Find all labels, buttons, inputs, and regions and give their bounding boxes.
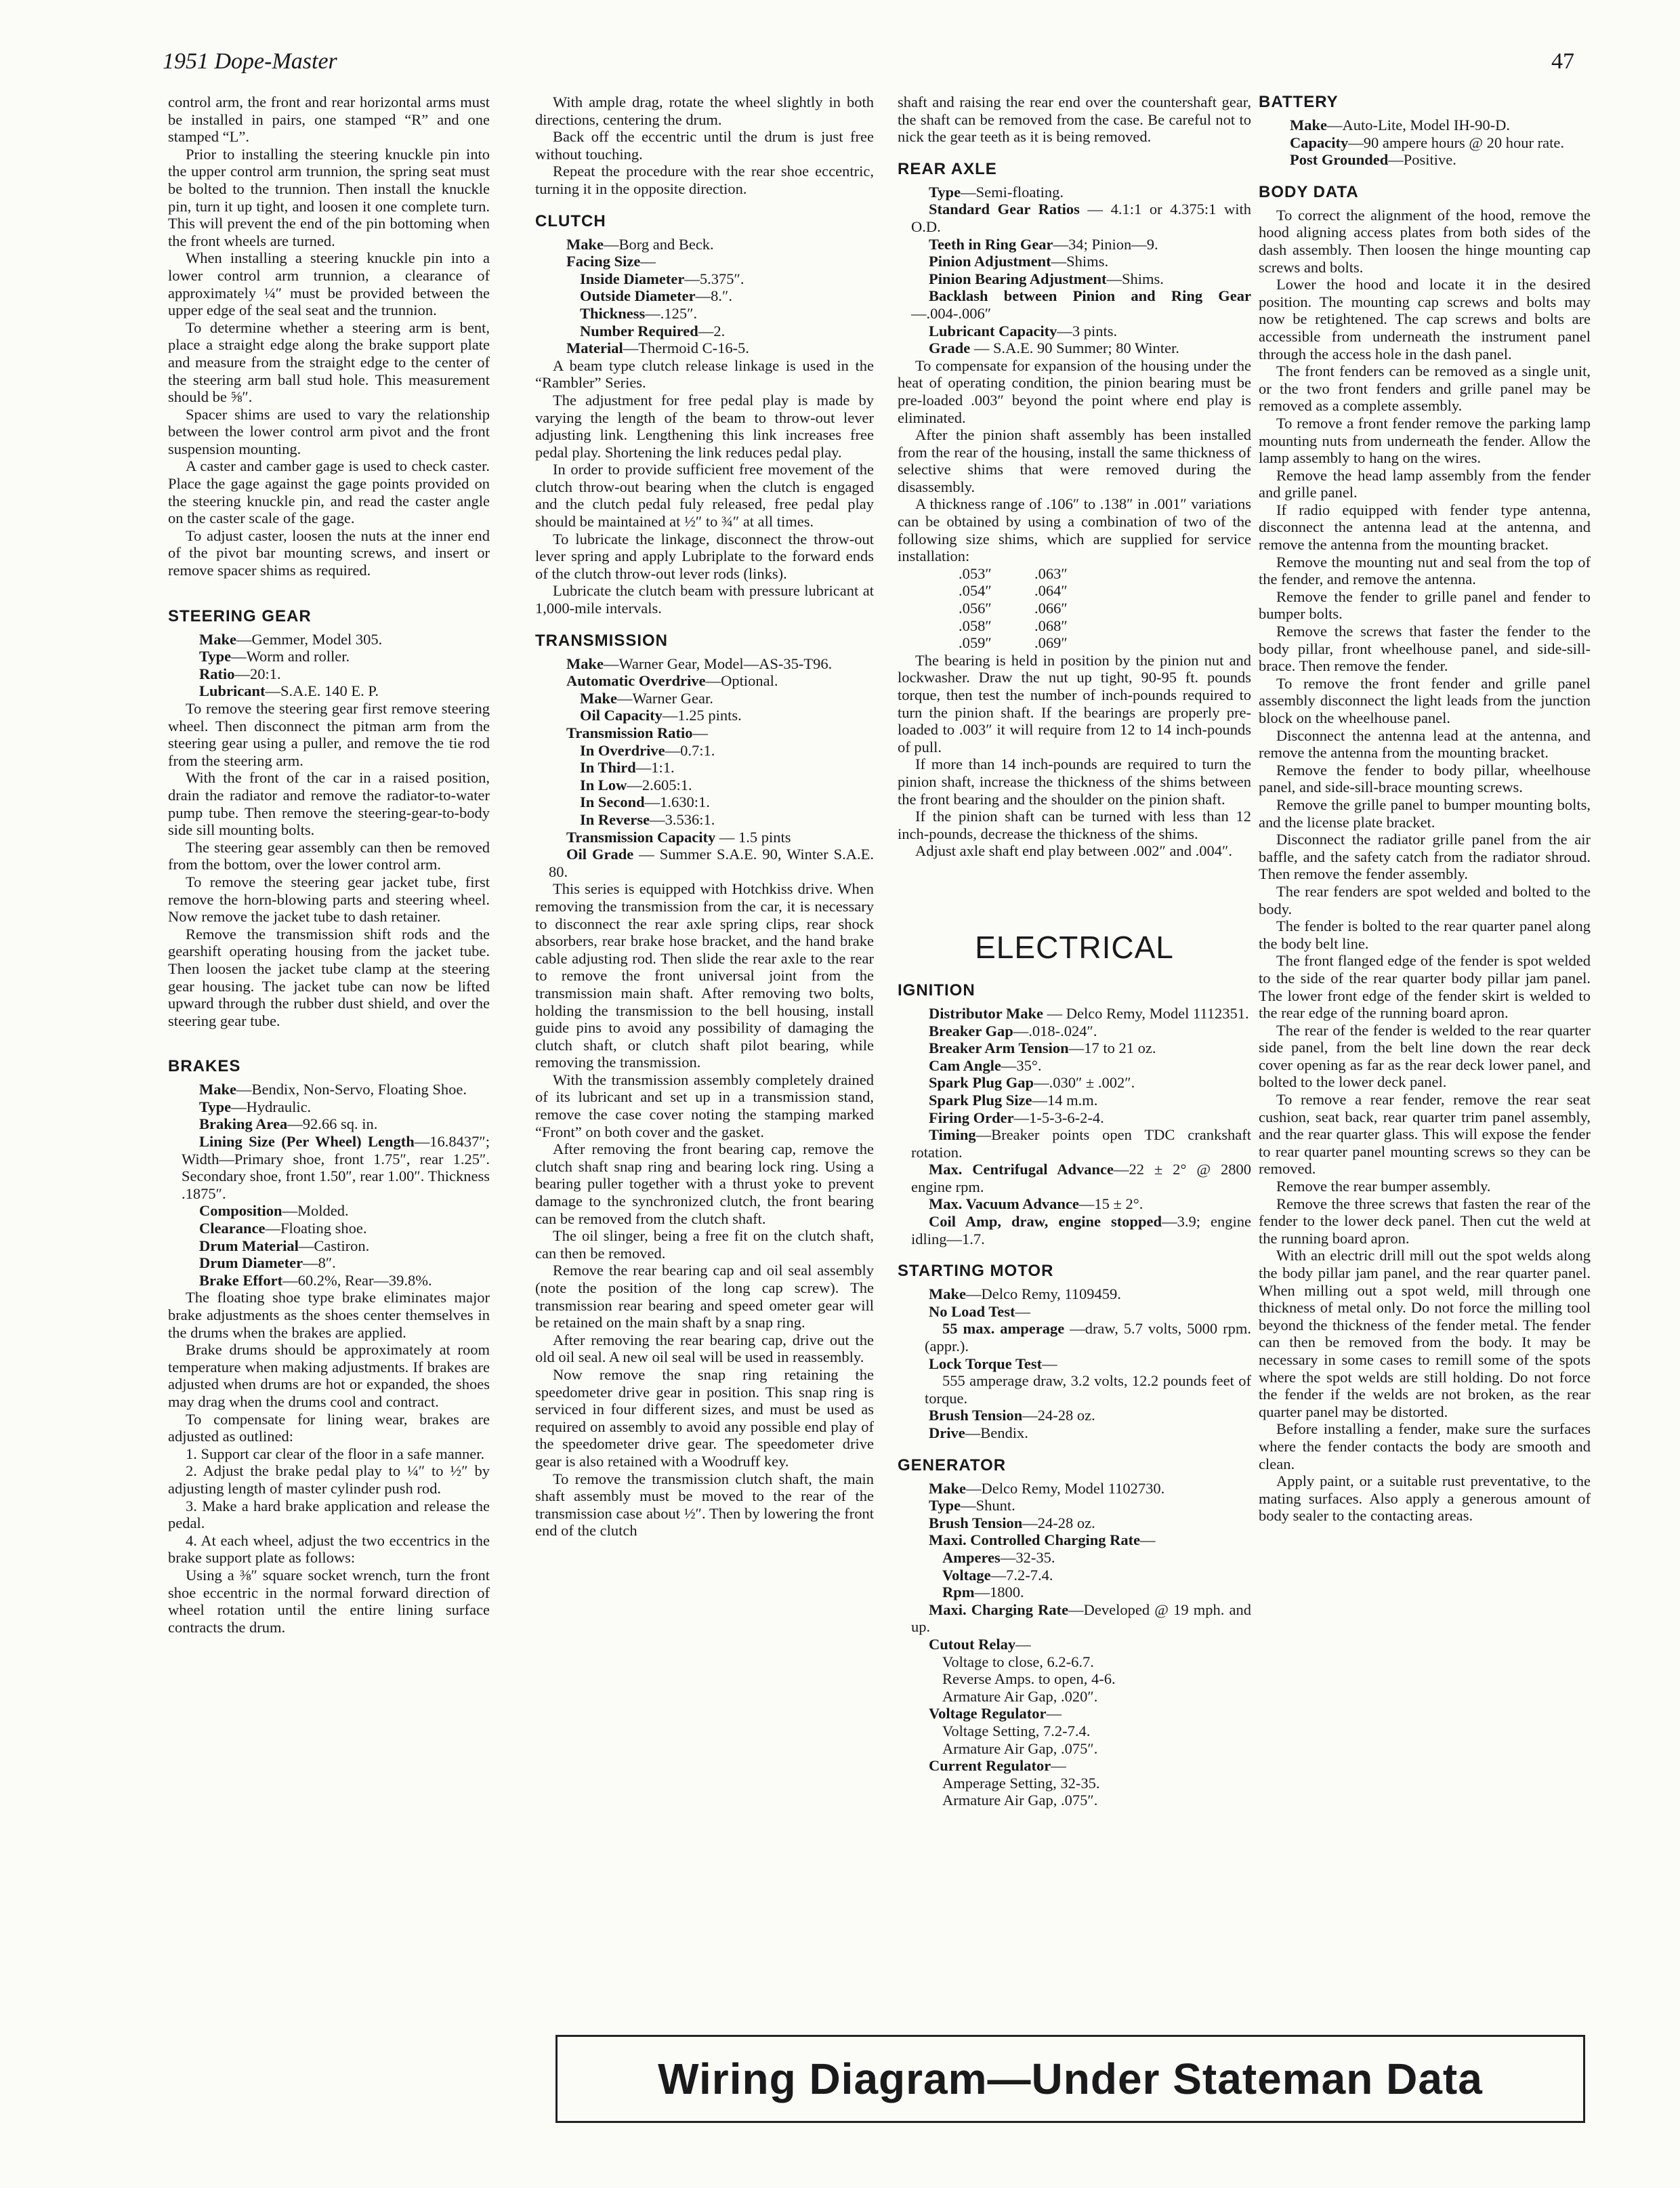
paragraph: Lower the hood and locate it in the desired position. The mounting cap screws and bolts may now be retightened. The cap screws and bolts are accessible from underneath the instrument panel through the access hole in the dash panel. [1259, 276, 1591, 363]
spec-line: Brush Tension—24-28 oz. [929, 1514, 1095, 1531]
spec-line: Make—Warner Gear. [580, 689, 713, 707]
paragraph: Remove the fender to grille panel and fender to bumper bolts. [1259, 587, 1591, 623]
spec-line: Facing Size— [566, 253, 656, 270]
spec-line: Cutout Relay— [929, 1635, 1031, 1653]
paragraph: Remove the mounting nut and seal from the top of the fender, and remove the antenna. [1259, 553, 1591, 588]
spec-line: Make—Bendix, Non-Servo, Floating Shoe. [199, 1081, 467, 1098]
spec-line: Automatic Overdrive—Optional. [566, 672, 778, 690]
spec-line: Make—Delco Remy, Model 1102730. [929, 1479, 1165, 1497]
spec-line: Coil Amp, draw, engine stopped—3.9; engine idling—1.7. [911, 1213, 1251, 1247]
spec-line: In Low—2.605:1. [580, 776, 692, 793]
spec-line: Max. Centrifugal Advance—22 ± 2° @ 2800 engine rpm. [911, 1161, 1251, 1195]
spec-line: Post Grounded—Positive. [1290, 151, 1456, 169]
paragraph: To compensate for expansion of the housing under the heat of operating condition, the pinion bearing must be pre-loaded .003″ beyond the point where end play is eliminated. [898, 356, 1251, 426]
paragraph: To adjust caster, loosen the nuts at the inner end of the pivot bar mounting screws, and insert or remove spacer shims as required. [168, 527, 490, 579]
paragraph: Remove the rear bumper assembly. [1276, 1178, 1491, 1195]
paragraph: This series is equipped with Hotchkiss drive. When removing the transmission from the car, it is necessary to disconnect the rear axle spring clips, rear shock absorbers, rear brake hose bracket, and the hand brake cable adjusting rod. Then slide the rear axle to the rear to remove the front universal joint from the transmission main shaft. After removing two bolts, holding the transmission to the bell housing, install guide pins to avoid any possibility of damaging the clutch shaft, or clutch shaft pilot bearing, while removing the transmission. [535, 880, 874, 1071]
spec-line: Voltage Regulator— [929, 1705, 1062, 1722]
shim-size: .053″ [959, 564, 992, 582]
spec-line: Outside Diameter—8.″. [580, 287, 732, 305]
spec-line: Lining Size (Per Wheel) Length—16.8437″; Width—Primary shoe, front 1.75″, rear 1.25″. Secondary shoe, front 1.50″, rear 1.00″. Thickness .1875″. [182, 1133, 490, 1202]
paragraph: The bearing is held in position by the pinion nut and lockwasher. Draw the nut up tight, 90-95 ft. pounds torque, then test the number of inch-pounds required to turn the pinion shaft. If the bearings are properly pre-loaded to .003″ it will require from 12 to 14 inch-pounds of pull. [898, 651, 1251, 756]
spec-line: Drum Material—Castiron. [199, 1237, 370, 1254]
column-4 [1259, 94, 1591, 1525]
paragraph: The rear fenders are spot welded and bolted to the body. [1259, 882, 1591, 917]
paragraph: Spacer shims are used to vary the relationship between the lower control arm pivot and the front suspension mounting. [168, 405, 490, 457]
spec-line: Armature Air Gap, .075″. [942, 1792, 1098, 1809]
spec-line: Drive—Bendix. [929, 1424, 1028, 1441]
spec-line: Make—Gemmer, Model 305. [199, 630, 383, 648]
section-heading-clutch: CLUTCH [535, 211, 606, 230]
spec-line: Amperage Setting, 32-35. [942, 1774, 1100, 1792]
spec-line: Thickness—.125″. [580, 304, 698, 322]
spec-line: Transmission Capacity — 1.5 pints [566, 828, 791, 846]
column-1 [168, 94, 490, 1636]
shim-size: .066″ [1034, 600, 1068, 617]
spec-line: Breaker Gap—.018-.024″. [929, 1022, 1097, 1039]
paragraph: 1. Support car clear of the floor in a safe manner. [186, 1445, 485, 1462]
paragraph: Now remove the snap ring retaining the speedometer drive gear in position. This snap ring is serviced in four different sizes, and must be used as required on assembly to avoid any possible end play of the speedometer drive gear. The speedometer drive gear is also retained with a Woodruff key. [535, 1365, 874, 1470]
paragraph: Before installing a fender, make sure the surfaces where the fender contacts the body are smooth and clean. [1259, 1420, 1591, 1472]
paragraph: To remove the steering gear first remove steering wheel. Then disconnect the pitman arm from the steering gear using a puller, and remove the tie rod from the steering arm. [168, 700, 490, 769]
paragraph: To remove a front fender remove the parking lamp mounting nuts from underneath the fender. Allow the lamp assembly to hang on the wires. [1259, 414, 1591, 467]
paragraph: 3. Make a hard brake application and release the pedal. [168, 1497, 490, 1532]
paragraph: The front flanged edge of the fender is spot welded to the side of the rear quarter body pillar jam panel. The lower front edge of the fender skirt is welded to the rear edge of the running board apron. [1259, 952, 1591, 1022]
paragraph: If more than 14 inch-pounds are required to turn the pinion shaft, increase the thickness of the shims between the front bearing and the shoulder on the pinion shaft. [898, 756, 1251, 808]
spec-line: 55 max. amperage —draw, 5.7 volts, 5000 rpm. (appr.). [925, 1320, 1251, 1355]
spec-line: Cam Angle—35°. [929, 1056, 1042, 1074]
spec-line: In Third—1:1. [580, 759, 675, 777]
paragraph: The oil slinger, being a free fit on the clutch shaft, can then be removed. [535, 1227, 874, 1262]
spec-line: Lock Torque Test— [929, 1355, 1057, 1372]
spec-line: No Load Test— [929, 1302, 1031, 1320]
paragraph: Lubricate the clutch beam with pressure lubricant at 1,000-mile intervals. [535, 582, 874, 617]
paragraph: To lubricate the linkage, disconnect the throw-out lever spring and apply Lubriplate to the forward ends of the clutch throw-out lever rods (links). [535, 530, 874, 582]
paragraph: The floating shoe type brake eliminates major brake adjustments as the shoes center themselves in the drums when the brakes are applied. [168, 1289, 490, 1341]
spec-line: Grade — S.A.E. 90 Summer; 80 Winter. [929, 339, 1179, 357]
section-heading-starting-motor: STARTING MOTOR [898, 1262, 1054, 1281]
spec-line: Make—Auto-Lite, Model IH-90-D. [1290, 117, 1510, 133]
paragraph: If the pinion shaft can be turned with less than 12 inch-pounds, decrease the thickness of the shims. [898, 808, 1251, 842]
section-heading-generator: GENERATOR [898, 1456, 1007, 1474]
column-2 [535, 94, 874, 1540]
spec-line: Distributor Make — Delco Remy, Model 1112351. [929, 1004, 1249, 1022]
paragraph: To remove a rear fender, remove the rear seat cushion, seat back, rear quarter trim panel assembly, and the rear quarter glass. This will expose the fender to rear quarter panel mounting screws so they can be removed. [1259, 1091, 1591, 1178]
spec-line: Oil Grade — Summer S.A.E. 90, Winter S.A.E. 80. [549, 846, 874, 880]
shim-size: .063″ [1034, 564, 1068, 582]
spec-line: Make—Delco Remy, 1109459. [929, 1285, 1121, 1303]
column-3 [898, 94, 1251, 1809]
spec-line: Brush Tension—24-28 oz. [929, 1407, 1095, 1424]
spec-line: Type—Shunt. [929, 1497, 1015, 1514]
paragraph: After the pinion shaft assembly has been installed from the rear of the housing, install the same thickness of selective shims that were removed during the disassembly. [898, 426, 1251, 495]
shim-size: .059″ [959, 634, 992, 652]
paragraph: Adjust axle shaft end play between .002″ and .004″. [915, 842, 1233, 860]
spec-line: Composition—Molded. [199, 1202, 349, 1220]
spec-line: Maxi. Charging Rate—Developed @ 19 mph. and up. [911, 1601, 1251, 1636]
section-heading-brakes: BRAKES [168, 1057, 241, 1076]
wiring-diagram-banner [555, 2035, 1585, 2123]
spec-line: Spark Plug Size—14 m.m. [929, 1091, 1098, 1109]
banner-text: Wiring Diagram—Under Stateman Data [658, 2055, 1483, 2103]
paragraph: Using a ⅜″ square socket wrench, turn the front shoe eccentric in the normal forward direction of wheel rotation until the entire lining surface contracts the drum. [168, 1566, 490, 1636]
paragraph: With the transmission assembly completely drained of its lubricant and set up in a transmission stand, remove the case cover noting the stamping marked “Front” on both cover and the gasket. [535, 1071, 874, 1140]
paragraph: 4. At each wheel, adjust the two eccentrics in the brake support plate as follows: [168, 1531, 490, 1567]
spec-line: Type—Worm and roller. [199, 648, 350, 665]
paragraph: After removing the rear bearing cap, drive out the old oil seal. A new oil seal will be used in reassembly. [535, 1331, 874, 1366]
spec-line: Inside Diameter—5.375″. [580, 270, 744, 287]
paragraph: After removing the front bearing cap, remove the clutch shaft snap ring and bearing lock ring. Using a bearing puller together with a thrust yoke to prevent damage to the synchronized clutch, the front bearing can be removed from the clutch shaft. [535, 1140, 874, 1227]
paragraph: To remove the transmission clutch shaft, the main shaft assembly must be moved to the rear of the transmission case about ½″. Then by lowering the front end of the clutch [535, 1470, 874, 1540]
paragraph: When installing a steering knuckle pin into a lower control arm trunnion, a clearance of approximately ¼″ must be provided between the upper edge of the seal seat and the trunnion. [168, 249, 490, 319]
spec-line: Standard Gear Ratios — 4.1:1 or 4.375:1 with O.D. [911, 201, 1251, 235]
spec-line: Oil Capacity—1.25 pints. [580, 707, 742, 724]
section-heading-body-data: BODY DATA [1259, 182, 1359, 201]
section-heading-ignition: IGNITION [898, 981, 975, 999]
spec-line: Material—Thermoid C-16-5. [566, 339, 749, 357]
paragraph: Brake drums should be approximately at room temperature when making adjustments. If brakes are adjusted when drums are hot or expanded, the shoes may drag when the drums cool and contract. [168, 1341, 490, 1410]
paragraph: Prior to installing the steering knuckle pin into the upper control arm trunnion, the spring seat must be bolted to the trunnion. Then install the knuckle pin, turn it up tight, and loosen it one complete turn. This will prevent the end of the pin bottoming when the front wheels are turned. [168, 145, 490, 249]
spec-line: Capacity—90 ampere hours @ 20 hour rate. [1290, 133, 1565, 151]
paragraph: The steering gear assembly can then be removed from the bottom, over the lower control arm. [168, 838, 490, 873]
spec-line: Brake Effort—60.2%, Rear—39.8%. [199, 1271, 432, 1289]
paragraph: Remove the transmission shift rods and the gearshift operating housing from the jacket tube. Then loosen the jacket tube clamp at the steering gear housing. The jacket tube can now be lifted upward through the rubber dust shield, and over the steering gear tube. [168, 925, 490, 1029]
paragraph: A caster and camber gage is used to check caster. Place the gage against the gage points provided on the steering knuckle pin, and read the caster angle on the caster scale of the gage. [168, 457, 490, 527]
spec-line: Braking Area—92.66 sq. in. [199, 1115, 378, 1133]
spec-line: Voltage—7.2-7.4. [942, 1566, 1053, 1584]
spec-line: Drum Diameter—8″. [199, 1254, 336, 1272]
paragraph: Remove the grille panel to bumper mounting bolts, and the license plate bracket. [1259, 796, 1591, 831]
spec-line: Timing—Breaker points open TDC crankshaft rotation. [911, 1126, 1251, 1161]
paragraph: control arm, the front and rear horizontal arms must be installed in pairs, one stamped “R” and one stamped “L”. [168, 94, 490, 146]
section-heading-transmission: TRANSMISSION [535, 631, 669, 650]
shim-size: .056″ [959, 600, 992, 617]
paragraph: Back off the eccentric until the drum is just free without touching. [535, 128, 874, 163]
spec-line: Lubricant—S.A.E. 140 E. P. [199, 682, 379, 700]
spec-line: Armature Air Gap, .020″. [942, 1687, 1098, 1705]
paragraph: With an electric drill mill out the spot welds along the body pillar jam panel, and the rear quarter panel. When milling out a spot weld, mill through one thickness of metal only. Do not force the milling tool beyond the thickness of the fender metal. The fender can then be removed from the body. It may be necessary in some cases to remill some of the spots where the spot welds are still holding. Do not force the fender if the welds are not broken, as the rear quarter panel may be distorted. [1259, 1247, 1591, 1420]
spec-line: Firing Order—1-5-3-6-2-4. [929, 1109, 1104, 1126]
shim-size: .064″ [1034, 582, 1068, 600]
spec-line: Reverse Amps. to open, 4-6. [942, 1670, 1116, 1688]
shim-size: .068″ [1034, 617, 1068, 634]
electrical-title: ELECTRICAL [975, 929, 1174, 965]
spec-line: Pinion Bearing Adjustment—Shims. [929, 270, 1164, 287]
shim-size: .054″ [959, 582, 992, 600]
spec-line: Pinion Adjustment—Shims. [929, 253, 1109, 270]
paragraph: shaft and raising the rear end over the countershaft gear, the shaft can be removed from the case. Be careful not to nick the gear teeth as it is being removed. [898, 94, 1251, 146]
section-heading-rear-axle: REAR AXLE [898, 159, 997, 178]
paragraph: In order to provide sufficient free movement of the clutch throw-out bearing when the clutch is engaged and the clutch pedal fuly released, free pedal play should be maintained at ½″ to ¾″ at all times. [535, 461, 874, 531]
paragraph: With ample drag, rotate the wheel slightly in both directions, centering the drum. [535, 94, 874, 128]
paragraph: To remove the front fender and grille panel assembly disconnect the light leads from the junction block on the wheelhouse panel. [1259, 674, 1591, 726]
paragraph: Disconnect the radiator grille panel from the air baffle, and the safety catch from the radiator shroud. Then remove the fender assembly. [1259, 831, 1591, 883]
shim-size: .058″ [959, 617, 992, 634]
spec-line: Breaker Arm Tension—17 to 21 oz. [929, 1039, 1156, 1057]
paragraph: The front fenders can be removed as a single unit, or the two front fenders and grille panel may be removed as a complete assembly. [1259, 363, 1591, 415]
paragraph: A thickness range of .106″ to .138″ in .001″ variations can be obtained by using a combination of two of the following size shims, which are supplied for service installation: [898, 495, 1251, 565]
page-number: 47 [1551, 49, 1574, 74]
spec-line: Maxi. Controlled Charging Rate— [929, 1531, 1156, 1549]
spec-line: Ratio—20:1. [199, 665, 281, 682]
paragraph: If radio equipped with fender type antenna, disconnect the antenna lead at the antenna, and remove the antenna from the mounting bracket. [1259, 501, 1591, 554]
spec-line: 555 amperage draw, 3.2 volts, 12.2 pounds feet of torque. [925, 1372, 1251, 1407]
spec-line: In Reverse—3.536:1. [580, 810, 715, 828]
paragraph: The fender is bolted to the rear quarter panel along the body belt line. [1259, 917, 1591, 952]
paragraph: The adjustment for free pedal play is made by varying the length of the beam to throw-out lever adjusting link. Lengthening this link increases free pedal play. Shortening the link reduces pedal play. [535, 391, 874, 461]
running-title: 1951 Dope-Master [163, 49, 337, 74]
paragraph: Apply paint, or a suitable rust preventative, to the mating surfaces. Also apply a generous amount of body sealer to the contacting areas. [1259, 1472, 1591, 1525]
spec-line: Max. Vacuum Advance—15 ± 2°. [929, 1195, 1143, 1213]
spec-line: Type—Semi-floating. [929, 183, 1064, 201]
spec-line: Clearance—Floating shoe. [199, 1220, 367, 1237]
spec-line: Lubricant Capacity—3 pints. [929, 322, 1118, 339]
paragraph: To determine whether a steering arm is bent, place a straight edge along the brake support plate and measure from the straight edge to the center of the steering arm ball stud hole. This measurement should be ⅝″. [168, 318, 490, 406]
spec-line: Armature Air Gap, .075″. [942, 1739, 1098, 1757]
spec-line: Make—Borg and Beck. [566, 235, 714, 253]
section-heading-battery: BATTERY [1259, 93, 1339, 111]
spec-line: Backlash between Pinion and Ring Gear—.004-.006″ [911, 287, 1251, 322]
spec-line: Voltage to close, 6.2-6.7. [942, 1653, 1094, 1670]
spec-line: Number Required—2. [580, 322, 726, 339]
spec-line: Teeth in Ring Gear—34; Pinion—9. [929, 235, 1158, 253]
spec-line: Amperes—32-35. [942, 1548, 1055, 1566]
spec-line: In Overdrive—0.7:1. [580, 741, 715, 759]
spec-line: Make—Warner Gear, Model—AS-35-T96. [566, 655, 833, 672]
paragraph: Disconnect the antenna lead at the antenna, and remove the antenna from the mounting bracket. [1259, 726, 1591, 762]
paragraph: Remove the three screws that fasten the rear of the fender to the lower deck panel. Then cut the weld at the running board apron. [1259, 1195, 1591, 1247]
paragraph: To correct the alignment of the hood, remove the hood aligning access plates from both sides of the dash assembly. Then loosen the hinge mounting cap screws and bolts. [1259, 206, 1591, 276]
paragraph: Remove the head lamp assembly from the fender and grille panel. [1259, 466, 1591, 501]
paragraph: To remove the steering gear jacket tube, first remove the horn-blowing parts and steering wheel. Now remove the jacket tube to dash retainer. [168, 873, 490, 926]
paragraph: Repeat the procedure with the rear shoe eccentric, turning it in the opposite direction. [535, 163, 874, 197]
section-heading-steering-gear: STEERING GEAR [168, 606, 312, 625]
paragraph: To compensate for lining wear, brakes are adjusted as outlined: [168, 1410, 490, 1445]
spec-line: In Second—1.630:1. [580, 793, 710, 811]
shim-size-table [898, 565, 1251, 652]
shim-size: .069″ [1034, 634, 1068, 652]
paragraph: 2. Adjust the brake pedal play to ¼″ to ½″ by adjusting length of master cylinder push rod. [168, 1462, 490, 1497]
spec-line: Spark Plug Gap—.030″ ± .002″. [929, 1074, 1135, 1092]
paragraph: The rear of the fender is welded to the rear quarter side panel, from the belt line down the rear deck cover opening as far as the rear deck lower panel, and bolted to the lower deck panel. [1259, 1021, 1591, 1091]
spec-line: Transmission Ratio— [566, 724, 708, 741]
spec-line: Voltage Setting, 7.2-7.4. [942, 1722, 1091, 1739]
spec-line: Type—Hydraulic. [199, 1098, 312, 1115]
spec-line: Current Regulator— [929, 1757, 1066, 1775]
paragraph: A beam type clutch release linkage is used in the “Rambler” Series. [535, 356, 874, 392]
paragraph: Remove the screws that faster the fender to the body pillar, front wheelhouse panel, and side-sill-brace. Then remove the fender. [1259, 623, 1591, 675]
spec-line: Rpm—1800. [942, 1584, 1024, 1601]
paragraph: Remove the rear bearing cap and oil seal assembly (note the position of the long cap screw). The transmission rear bearing and speed ometer gear will be retained on the main shaft by a snap ring. [535, 1262, 874, 1332]
paragraph: Remove the fender to body pillar, wheelhouse panel, and side-sill-brace mounting screws. [1259, 761, 1591, 796]
paragraph: With the front of the car in a raised position, drain the radiator and remove the radiator-to-water pump tube. Then remove the steering-gear-to-body side sill mounting bolts. [168, 769, 490, 839]
